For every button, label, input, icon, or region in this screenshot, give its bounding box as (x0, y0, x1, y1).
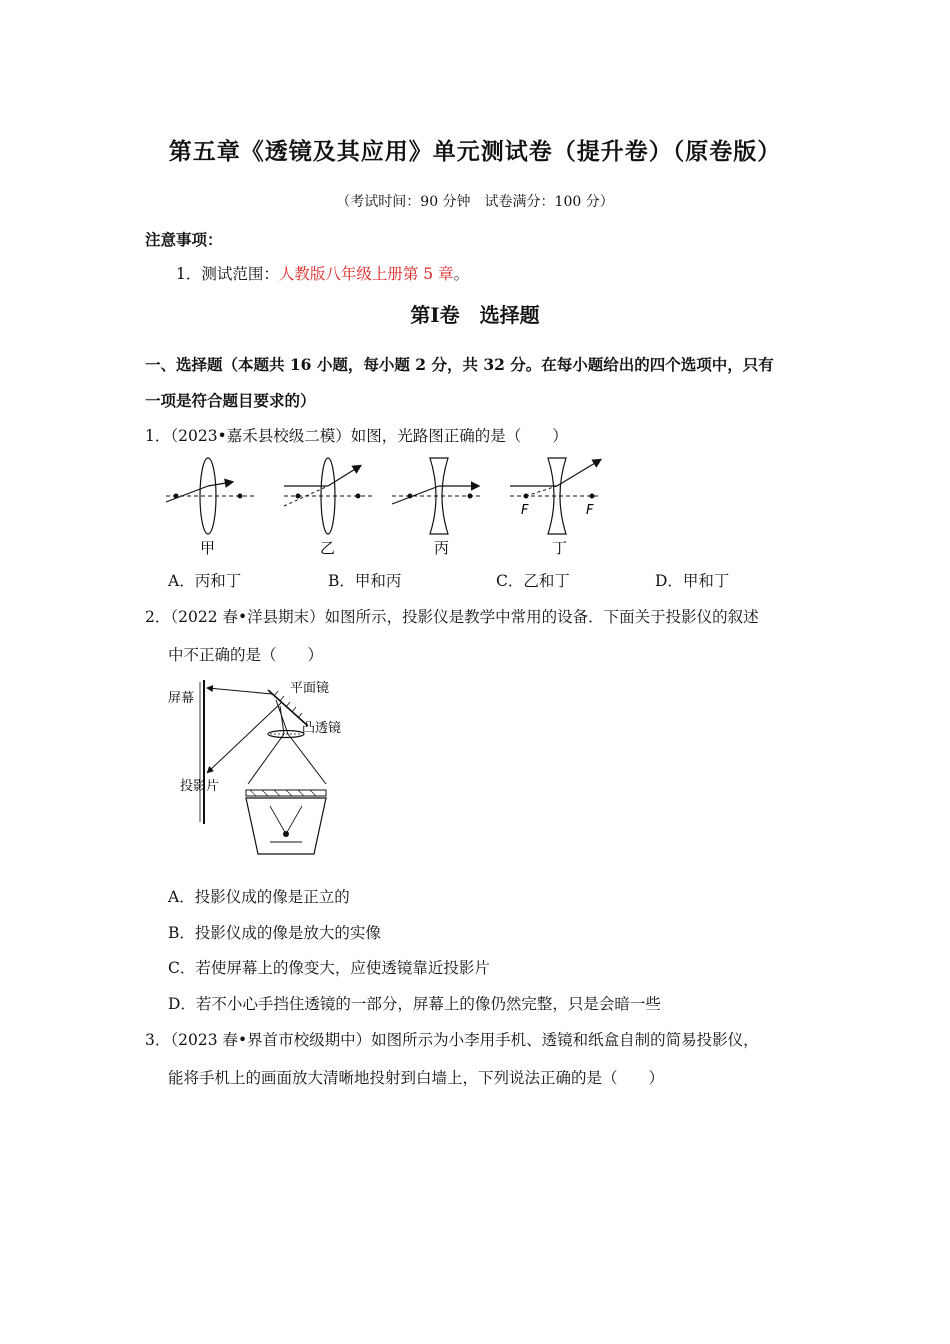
q1-option-c: C．乙和丁 (496, 572, 570, 590)
projector-diagram (162, 672, 362, 862)
focus-label-left: F (521, 503, 529, 518)
diagram-bing (392, 458, 482, 557)
question-2-stem-line2: 中不正确的是（ ） (168, 646, 324, 664)
question-3-stem-line2: 能将手机上的画面放大清晰地投射到白墙上，下列说法正确的是（ ） (168, 1069, 665, 1087)
label-slide: 投影片 (180, 779, 220, 794)
q2-option-d: D．若不小心手挡住透镜的一部分，屏幕上的像仍然完整，只是会暗一些 (168, 995, 661, 1013)
q2-option-a: A．投影仪成的像是正立的 (168, 888, 350, 906)
part-heading-line1: 一、选择题（本题共 16 小题，每小题 2 分，共 32 分。在每小题给出的四个选项中，只有 (145, 355, 774, 374)
section-title: 第Ⅰ卷 选择题 (410, 303, 540, 327)
q1-option-a: A．丙和丁 (168, 572, 242, 590)
label-screen: 屏幕 (168, 691, 195, 706)
notice-label: 注意事项： (145, 230, 223, 249)
notice-item-prefix: 1．测试范围： (176, 265, 279, 283)
question-1-diagram (160, 452, 620, 562)
q1-option-b: B．甲和丙 (328, 572, 402, 590)
notice-item-1 (176, 262, 469, 284)
diagram-label-jia: 甲 (200, 539, 216, 557)
q2-option-b: B．投影仪成的像是放大的实像 (168, 924, 381, 942)
question-1-stem: 1．（2023•嘉禾县校级二模）如图，光路图正确的是（ ） (145, 427, 568, 445)
question-2-stem-line1: 2．（2022 春•洋县期末）如图所示，投影仪是教学中常用的设备．下面关于投影仪的叙述 (145, 608, 759, 626)
diagram-yi (284, 458, 372, 557)
label-lens: 凸透镜 (302, 721, 342, 736)
test-range: 人教版八年级上册第 5 章 (278, 265, 454, 283)
question-3-stem-line1: 3．（2023 春•界首市校级期中）如图所示为小李用手机、透镜和纸盒自制的简易投影仪， (145, 1031, 759, 1049)
diagram-label-bing: 丙 (434, 539, 450, 557)
diagram-label-yi: 乙 (320, 539, 336, 557)
part-heading-line2: 一项是符合题目要求的） (145, 391, 316, 410)
notice-item-suffix: 。 (453, 265, 470, 283)
document-title: 第五章《透镜及其应用》单元测试卷（提升卷）（原卷版） (168, 138, 782, 165)
diagram-jia (166, 458, 254, 557)
exam-info: （考试时间：90 分钟 试卷满分：100 分） (336, 194, 614, 210)
diagram-ding (510, 458, 600, 557)
focus-label-right: F (586, 503, 594, 518)
label-mirror: 平面镜 (290, 681, 330, 696)
q1-option-d: D．甲和丁 (655, 572, 730, 590)
diagram-label-ding: 丁 (552, 539, 568, 557)
q2-option-c: C．若使屏幕上的像变大，应使透镜靠近投影片 (168, 959, 490, 977)
